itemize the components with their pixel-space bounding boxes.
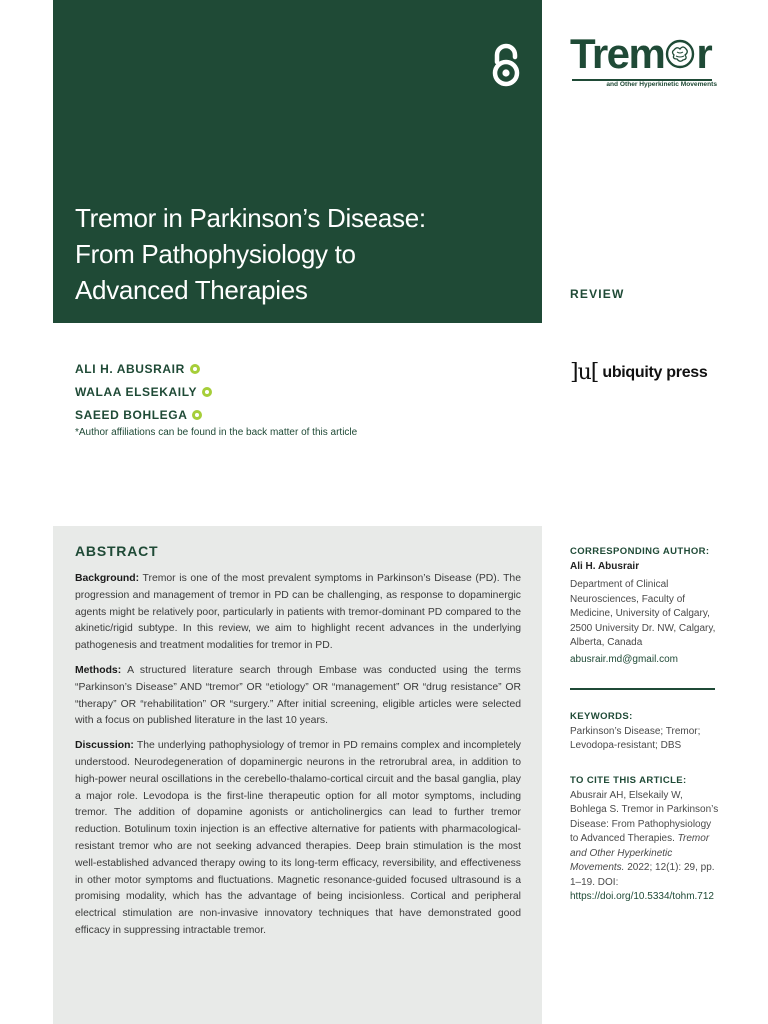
corresponding-author-heading: CORRESPONDING AUTHOR:: [570, 546, 710, 557]
author-item: [75, 380, 212, 403]
author-name: ALI H. ABUSRAIR: [75, 361, 185, 376]
orcid-icon[interactable]: [192, 410, 202, 420]
corresponding-author-address: Department of Clinical Neurosciences, Faculty of Medicine, University of Calgary, 2500 University Dr. NW, Calgary, Alberta, Canada: [570, 579, 716, 648]
keywords-block: [570, 710, 720, 754]
abstract-body: [75, 571, 521, 948]
section-text: Tremor is one of the most prevalent symptoms in Parkinson’s Disease (PD). The progression and management of tremor in PD can be challenging, as response to dopaminergic agents might be relatively poor, particularly in patients with tremor-dominant PD compared to the akinetic/rigid subtype. In this review, we aim to highlight recent advances in the underlying pathogenesis and treatment modalities for tremor in PD.: [75, 573, 521, 652]
corresponding-author-block: [570, 545, 720, 667]
article-type-label: REVIEW: [570, 287, 625, 301]
keywords-text: Parkinson’s Disease; Tremor; Levodopa-resistant; DBS: [570, 725, 701, 751]
title-line: Advanced Therapies: [75, 275, 308, 305]
citation-details: 2022; 12(1): 29, pp. 1–19. DOI:: [570, 862, 715, 888]
citation-doi-link[interactable]: https://doi.org/10.5334/tohm.712: [570, 891, 714, 902]
section-label: Background:: [75, 573, 140, 584]
abstract-section-background: [75, 571, 521, 655]
affiliation-note: *Author affiliations can be found in the back matter of this article: [75, 427, 358, 438]
section-label: Methods:: [75, 664, 122, 676]
title-line: From Pathophysiology to: [75, 239, 356, 269]
orcid-icon[interactable]: [202, 387, 212, 397]
abstract-section-methods: [75, 663, 521, 730]
section-text: A structured literature search through Embase was conducted using the terms “Parkinson’s Disease” AND “tremor” OR “etiology” OR “management” OR “drug resistance” OR “therapy” OR “rehabilitation” OR “surgery.” After initial screening, eligible articles were selected with a focus on published literature in the last 10 years.: [75, 664, 521, 727]
article-title: [75, 200, 515, 308]
keywords-heading: KEYWORDS:: [570, 711, 633, 722]
citation-journal: Tremor and Other Hyperkinetic Movements.: [570, 833, 710, 873]
citation-block: [570, 774, 720, 905]
title-line: Tremor in Parkinson’s Disease:: [75, 203, 426, 233]
author-item: [75, 357, 212, 380]
author-name: SAEED BOHLEGA: [75, 407, 188, 422]
corresponding-author-email[interactable]: abusrair.md@gmail.com: [570, 653, 678, 665]
journal-subtitle: and Other Hyperkinetic Movements: [606, 81, 717, 88]
author-name: WALAA ELSEKAILY: [75, 384, 198, 399]
side-divider: [570, 688, 715, 690]
brain-seal-icon: [665, 39, 695, 69]
publisher-mark: ]u[: [570, 360, 599, 385]
abstract-section-discussion: [75, 738, 521, 940]
journal-name-end: r: [696, 30, 712, 77]
orcid-icon[interactable]: [190, 364, 200, 374]
abstract-heading: ABSTRACT: [75, 543, 159, 559]
citation-text: [570, 789, 720, 905]
journal-logo: [570, 31, 711, 77]
publisher-name: ubiquity press: [602, 363, 708, 381]
citation-authors-title: Abusrair AH, Elsekaily W, Bohlega S. Tremor in Parkinson’s Disease: From Pathophysiology to Advanced Therapies.: [570, 789, 719, 844]
publisher-logo: [570, 360, 708, 385]
section-text: The underlying pathophysiology of tremor in PD remains complex and incompletely understood. Neurodegeneration of dopaminergic neurons in the retrorubral area, in addition to high-power neural oscillations in the cerebello-thalamo-cortical circuit and the basal ganglia, play a major role. Levodopa is the first-line therapeutic option for all motor symptoms, including tremor. The addition of dopamine agonists or anticholinergics can lead to further tremor reduction. Botulinum toxin injection is an effective alternative for patients with pharmacological-resistant tremor who are not seeking advanced therapies. Deep brain stimulation is the most well-established advanced therapy owing to its long-term efficacy, reversibility, and effectiveness in other motor symptoms and fluctuations. Magnetic resonance-guided focused ultrasound is a promising modality, which has the advantage of being incisionless. Cortical and peripheral electrical stimulation are non-invasive innovatory techniques that have demonstrated good efficacy in suppressing intractable tremor.: [75, 740, 522, 936]
section-label: Discussion:: [75, 740, 134, 752]
open-access-icon: [488, 42, 524, 88]
author-list: [75, 357, 212, 426]
journal-name-start: Trem: [570, 30, 665, 77]
citation-heading: TO CITE THIS ARTICLE:: [570, 775, 687, 786]
author-item: [75, 403, 212, 426]
corresponding-author-name: Ali H. Abusrair: [570, 560, 640, 572]
